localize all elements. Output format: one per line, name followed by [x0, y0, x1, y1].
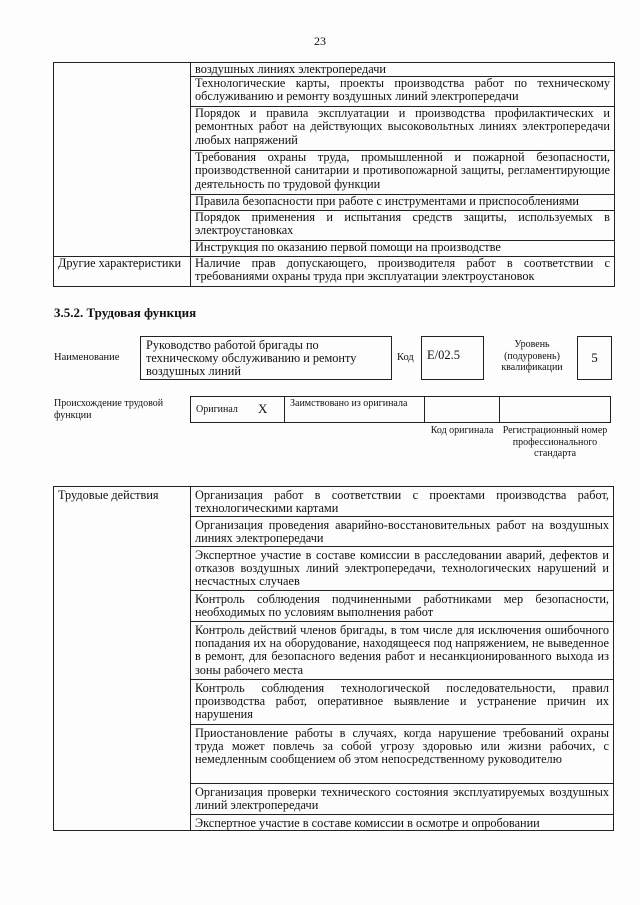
origin-label: Происхождение трудовой функции: [54, 398, 164, 421]
table-row: Порядок применения и испытания средств защиты, используемых в электроустановках: [191, 211, 615, 241]
table-label-cell: [54, 63, 191, 257]
table-row: Организация проверки технического состояния эксплуатируемых воздушных линий электропередачи: [191, 784, 614, 815]
table-row: Правила безопасности при работе с инструментами и приспособлениями: [191, 195, 615, 211]
labor-actions-table: [53, 486, 614, 831]
original-label: Оригинал: [196, 404, 238, 415]
table-row: Наличие прав допускающего, производителя работ в соответствии с требованиями охраны труда при эксплуатации электроустановок: [191, 257, 615, 287]
code-box: [421, 336, 484, 380]
reg-number-label: Регистрационный номер профессионального стандарта: [502, 425, 608, 459]
section-heading: 3.5.2. Трудовая функция: [54, 305, 197, 320]
function-name-box: [140, 336, 392, 380]
table-row: Технологические карты, проекты производства работ по техническому обслуживанию и ремонту воздушных линий электропередачи: [191, 77, 615, 107]
code-value: E/02.5: [427, 348, 460, 362]
table-row: Инструкция по оказанию первой помощи на производстве: [191, 241, 615, 257]
code-label: Код: [397, 352, 414, 363]
table-row: Экспертное участие в составе комиссии в осмотре и опробовании: [191, 815, 614, 831]
function-name: Руководство работой бригады по техническому обслуживанию и ремонту воздушных линий: [146, 338, 357, 379]
table-row: Экспертное участие в составе комиссии в расследовании аварий, дефектов и отказов воздушных линий электропередачи, технологических нарушений и несчастных случаев: [191, 547, 614, 591]
table-row: Контроль соблюдения подчиненными работниками мер безопасности, необходимых по условиям выполнения работ: [191, 591, 614, 622]
other-characteristics-label: Другие характеристики: [54, 257, 191, 287]
code-original-cell: [424, 396, 500, 423]
table-row: Контроль действий членов бригады, в том числе для исключения ошибочного попадания их на оборудование, находящееся под напряжением, не выведенное в ремонт, для безопасного ведения работ и несанкционированного выхода из зоны рабочего места: [191, 622, 614, 680]
table-row: Порядок и правила эксплуатации и производства профилактических и ремонтных работ на действующих высоковольтных линиях электропередачи любых напряжений: [191, 107, 615, 151]
level-value: 5: [591, 350, 598, 365]
table-row: воздушных линиях электропередачи: [191, 63, 615, 77]
table-row: Требования охраны труда, промышленной и пожарной безопасности, производственной санитарии и противопожарной защиты, регламентирующие деятельность по трудовой функции: [191, 151, 615, 195]
page-number: 23: [314, 34, 326, 48]
knowledge-table: [53, 62, 615, 287]
table-row: Организация проведения аварийно-восстановительных работ на воздушных линиях электропередачи: [191, 517, 614, 547]
code-original-label: Код оригинала: [430, 425, 494, 436]
name-label: Наименование: [54, 352, 120, 363]
original-mark: X: [258, 401, 268, 416]
table-row: Контроль соблюдения технологической последовательности, правил производства работ, оперативное выявление и устранение причин их нарушения: [191, 680, 614, 725]
table-row: Приостановление работы в случаях, когда нарушение требований охраны труда может повлечь за собой угрозу здоровью или жизни рабочих, с немедленным сообщением об этом непосредственному руководителю: [191, 725, 614, 784]
labor-actions-label: Трудовые действия: [54, 487, 191, 831]
level-label: Уровень (подуровень) квалификации: [501, 339, 563, 373]
borrowed-label: Заимствовано из оригинала: [290, 398, 408, 409]
level-box: [577, 336, 612, 380]
table-row: Организация работ в соответствии с проектами производства работ, технологическими картами: [191, 487, 614, 517]
